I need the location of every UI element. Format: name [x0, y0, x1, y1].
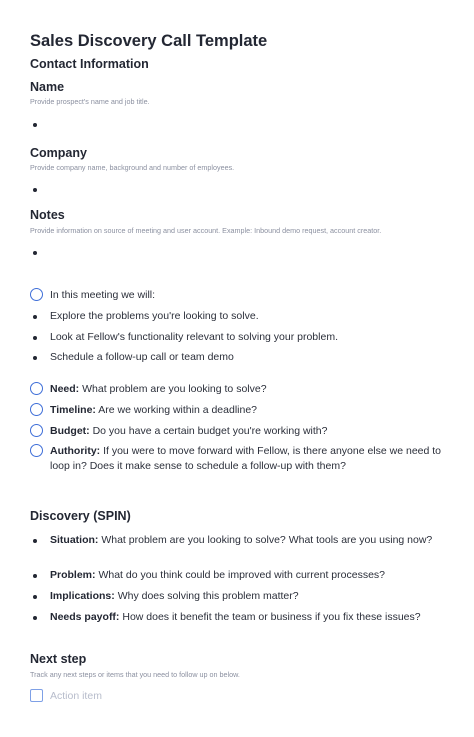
spin-text: What problem are you looking to solve? What tools are you using now? [101, 534, 433, 546]
list-item [30, 350, 444, 365]
spin-item-situation [30, 533, 444, 548]
name-empty-bullet[interactable] [33, 123, 37, 127]
spin-label: Implications: [50, 590, 115, 602]
list-item-text: Explore the problems you're looking to solve. [50, 310, 259, 322]
spin-heading: Discovery (SPIN) [30, 509, 131, 523]
notes-label: Notes [30, 208, 65, 222]
bant-item-authority[interactable] [30, 444, 444, 474]
bant-text: Are we working within a deadline? [98, 404, 258, 416]
action-item-row[interactable] [30, 689, 102, 703]
spin-label: Situation: [50, 534, 99, 546]
bant-text: If you were to move forward with Fellow, is there anyone else we need to loop in? Does it make sense to schedule a follow-up with them? [50, 445, 442, 472]
spin-label: Problem: [50, 569, 96, 581]
list-item [30, 309, 444, 324]
notes-help: Provide information on source of meeting and user account. Example: Inbound demo request, account creator. [30, 226, 382, 235]
list-item [30, 330, 444, 345]
next-step-heading: Next step [30, 652, 87, 666]
bant-label: Need: [50, 383, 80, 395]
company-label: Company [30, 146, 87, 160]
checkbox-circle-icon[interactable] [30, 288, 43, 301]
checkbox-circle-icon[interactable] [30, 382, 43, 395]
checkbox-circle-icon[interactable] [30, 424, 43, 437]
checkbox-circle-icon[interactable] [30, 403, 43, 416]
name-help: Provide prospect's name and job title. [30, 97, 150, 106]
checkbox-icon[interactable] [30, 689, 43, 702]
bullet-icon [33, 616, 37, 620]
notes-empty-bullet[interactable] [33, 251, 37, 255]
bant-label: Timeline: [50, 404, 96, 416]
bant-label: Budget: [50, 425, 90, 437]
company-help: Provide company name, background and number of employees. [30, 163, 235, 172]
agenda-intro-item[interactable] [30, 288, 444, 303]
list-item-text: Look at Fellow's functionality relevant to solving your problem. [50, 331, 338, 343]
list-item-text: Schedule a follow-up call or team demo [50, 351, 234, 363]
bullet-icon [33, 595, 37, 599]
spin-item-problem [30, 568, 444, 583]
spin-text: Why does solving this problem matter? [117, 590, 299, 602]
bant-item-budget[interactable] [30, 424, 444, 439]
spin-item-needs-payoff [30, 610, 444, 625]
bullet-icon [33, 356, 37, 360]
agenda-intro-text: In this meeting we will: [50, 289, 156, 301]
bant-item-timeline[interactable] [30, 403, 444, 418]
action-item-input[interactable]: Action item [50, 690, 102, 702]
company-empty-bullet[interactable] [33, 188, 37, 192]
bant-item-need[interactable] [30, 382, 444, 397]
spin-label: Needs payoff: [50, 611, 120, 623]
bullet-icon [33, 574, 37, 578]
name-label: Name [30, 80, 65, 94]
next-step-help: Track any next steps or items that you need to follow up on below. [30, 670, 240, 679]
bant-text: What problem are you looking to solve? [82, 383, 267, 395]
bullet-icon [33, 315, 37, 319]
contact-info-heading: Contact Information [30, 57, 149, 71]
spin-item-implications [30, 589, 444, 604]
bullet-icon [33, 336, 37, 340]
checkbox-circle-icon[interactable] [30, 444, 43, 457]
bant-label: Authority: [50, 445, 101, 457]
spin-text: What do you think could be improved with current processes? [98, 569, 385, 581]
bant-text: Do you have a certain budget you're working with? [92, 425, 328, 437]
page-title: Sales Discovery Call Template [30, 32, 268, 50]
spin-text: How does it benefit the team or business if you fix these issues? [122, 611, 421, 623]
bullet-icon [33, 539, 37, 543]
